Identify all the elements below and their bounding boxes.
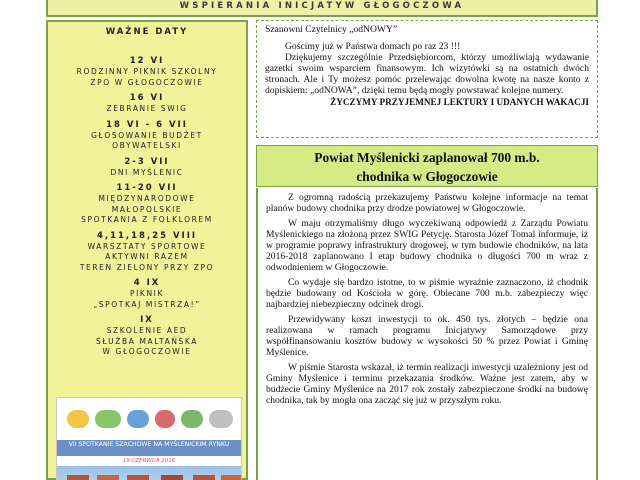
- important-dates-sidebar: [46, 20, 248, 480]
- date-description: WARSZTATY SPORTOWE: [87, 241, 207, 251]
- date-label: 18 VI - 6 VII: [106, 119, 188, 130]
- roof-shape: [67, 475, 89, 480]
- roof-shape: [221, 475, 242, 480]
- date-item: [48, 92, 246, 115]
- date-label: 2-3 VII: [124, 156, 170, 167]
- article-title-line2: chodnika w Głogoczowie: [356, 169, 498, 184]
- sponsor-logo-icon: [127, 410, 149, 428]
- date-description: SŁUŻBA MALTAŃSKA: [95, 336, 199, 346]
- date-item: [48, 55, 246, 88]
- town-photo: [57, 466, 241, 480]
- date-label: 16 VI: [129, 93, 165, 103]
- date-item: [48, 182, 246, 226]
- date-description: OBYWATELSKI: [112, 141, 182, 150]
- roof-shape: [127, 475, 149, 480]
- article-paragraph: W piśmie Starosta wskazał, iż termin realizacji inwestycji uzależniony jest od Gminy Myślenice i terminu przekazania środków. Ważne jest zatem, aby w budżecie Gminy Myślenice na 2017 rok zostały zabezpieczone środki na budowę chodnika, tak by mogła ona zacząć się już w przyszłym roku.: [266, 362, 588, 406]
- chess-event-poster: [56, 397, 242, 480]
- date-item: [48, 230, 246, 274]
- editorial-letter: [256, 20, 598, 138]
- date-description: ZEBRANIE SWIG: [106, 104, 188, 113]
- date-description: RODZINNY PIKNIK SZKOLNY: [76, 67, 218, 76]
- date-description: SZKOLENIE AED: [106, 326, 188, 335]
- sponsor-logos: [67, 410, 233, 432]
- sponsor-logo-icon: [155, 410, 175, 428]
- roof-shape: [161, 475, 183, 480]
- letter-greeting: Szanowni Czytelnicy „odNOWY”: [265, 24, 398, 35]
- article-paragraph: Co wydaje się bardzo istotne, to w piśmie wyraźnie zaznaczono, iż chodnik będzie budowany od Kościoła w górę. Obiecane 700 m.b. zabezpieczy więc najbardziej niebezpieczny odcinek drogi.: [266, 277, 588, 310]
- date-description: PIKNIK: [130, 289, 164, 298]
- dates-list: [48, 55, 246, 358]
- date-description: MIĘDZYNARODOWE: [98, 194, 196, 203]
- date-description: DNI MYŚLENIC: [110, 167, 184, 177]
- date-item: [48, 156, 246, 179]
- sponsor-logo-icon: [95, 410, 121, 428]
- date-item: [48, 277, 246, 310]
- article-paragraph: Z ogromną radością przekazujemy Państwu kolejne informacje na temat planów budowy chodnika przy drodze powiatowej w Głogoczowie.: [266, 192, 588, 214]
- masthead-subtitle: WSPIERANIA INICJATYW GŁOGOCZOWA: [179, 1, 465, 11]
- letter-paragraph: Dziękujemy szczególnie Przedsiębiorcom, którzy umożliwiają wydawanie gazetki swoim wsparciem finansowym. Ich wizytówki są na ostatnich dwóch stronach. Ale i Ty możesz pomóc przelewając dowolna kwotę na nasze konto z dopiskiem: „odNOWA”, dzięki temu będą mogły powstawać kolejne numery.: [265, 52, 589, 96]
- date-description: ZPO W GŁOGOCZOWIE: [90, 77, 204, 87]
- date-description: MAŁOPOLSKIE: [111, 204, 183, 214]
- date-label: 11-20 VII: [116, 183, 178, 193]
- date-item: [48, 119, 246, 152]
- date-label: IX: [140, 315, 154, 325]
- date-description: SPOTKANIA Z FOLKLOREM: [81, 215, 213, 224]
- masthead-band: [46, 0, 598, 17]
- article-paragraph: Przewidywany koszt inwestycji to ok. 450 tys. złotych – będzie ona realizowana w ramach programu Inicjatywy Samorządowe przy współfinansowaniu kosztów budowy w wysokości 50 % przez Powiat i Gminę Myślenice.: [266, 314, 588, 358]
- roof-shape: [193, 475, 215, 480]
- poster-date: 19 CZERWCA 2016: [122, 458, 176, 464]
- sponsor-logo-icon: [209, 410, 233, 428]
- article-title-line1: Powiat Myślenicki zaplanował 700 m.b.: [314, 150, 540, 165]
- date-description: TEREN ZIELONY PRZY ZPO: [79, 262, 215, 272]
- sponsor-logo-icon: [67, 410, 89, 428]
- poster-title-band: [57, 440, 241, 456]
- date-description: GŁOSOWANIE BUDŻET: [91, 130, 203, 140]
- sponsor-logo-icon: [181, 410, 203, 428]
- date-label: 4,11,18,25 VIII: [96, 230, 198, 241]
- date-description: AKTYWNI RAZEM: [105, 252, 189, 261]
- roof-shape: [97, 475, 119, 480]
- article-paragraph: W maju otrzymaliśmy długo wyczekiwaną odpowiedź z Zarządu Powiatu Myślenickiego na złożoną przez SWIG Petycję. Starosta Józef Tomal informuje, iż w programie poprawy infrastruktury drogowej, w tym budowie chodników, na lata 2016-2018 zaplanowano I etap budowy chodnika o długości 700 m wraz z odwodnieniem w Głogoczowie.: [266, 218, 588, 273]
- dates-title: WAŻNE DATY: [105, 27, 189, 37]
- letter-wishes: ŻYCZYMY PRZYJEMNEJ LEKTURY I UDANYCH WAKACJI: [330, 97, 589, 107]
- date-description: „SPOTKAJ MISTRZA!”: [93, 299, 201, 309]
- date-label: 12 VI: [129, 56, 165, 66]
- poster-title: VII SPOTKANIE SZACHOWE NA MYŚLENICKIM RYNKU: [68, 441, 230, 448]
- letter-paragraph: Gościmy już w Państwa domach po raz 23 !!!: [285, 41, 461, 52]
- date-item: [48, 314, 246, 358]
- article-headline-box: [256, 145, 598, 187]
- article-body: [256, 188, 598, 480]
- date-description: W GŁOGOCZOWIE: [102, 347, 192, 356]
- date-label: 4 IX: [133, 278, 161, 288]
